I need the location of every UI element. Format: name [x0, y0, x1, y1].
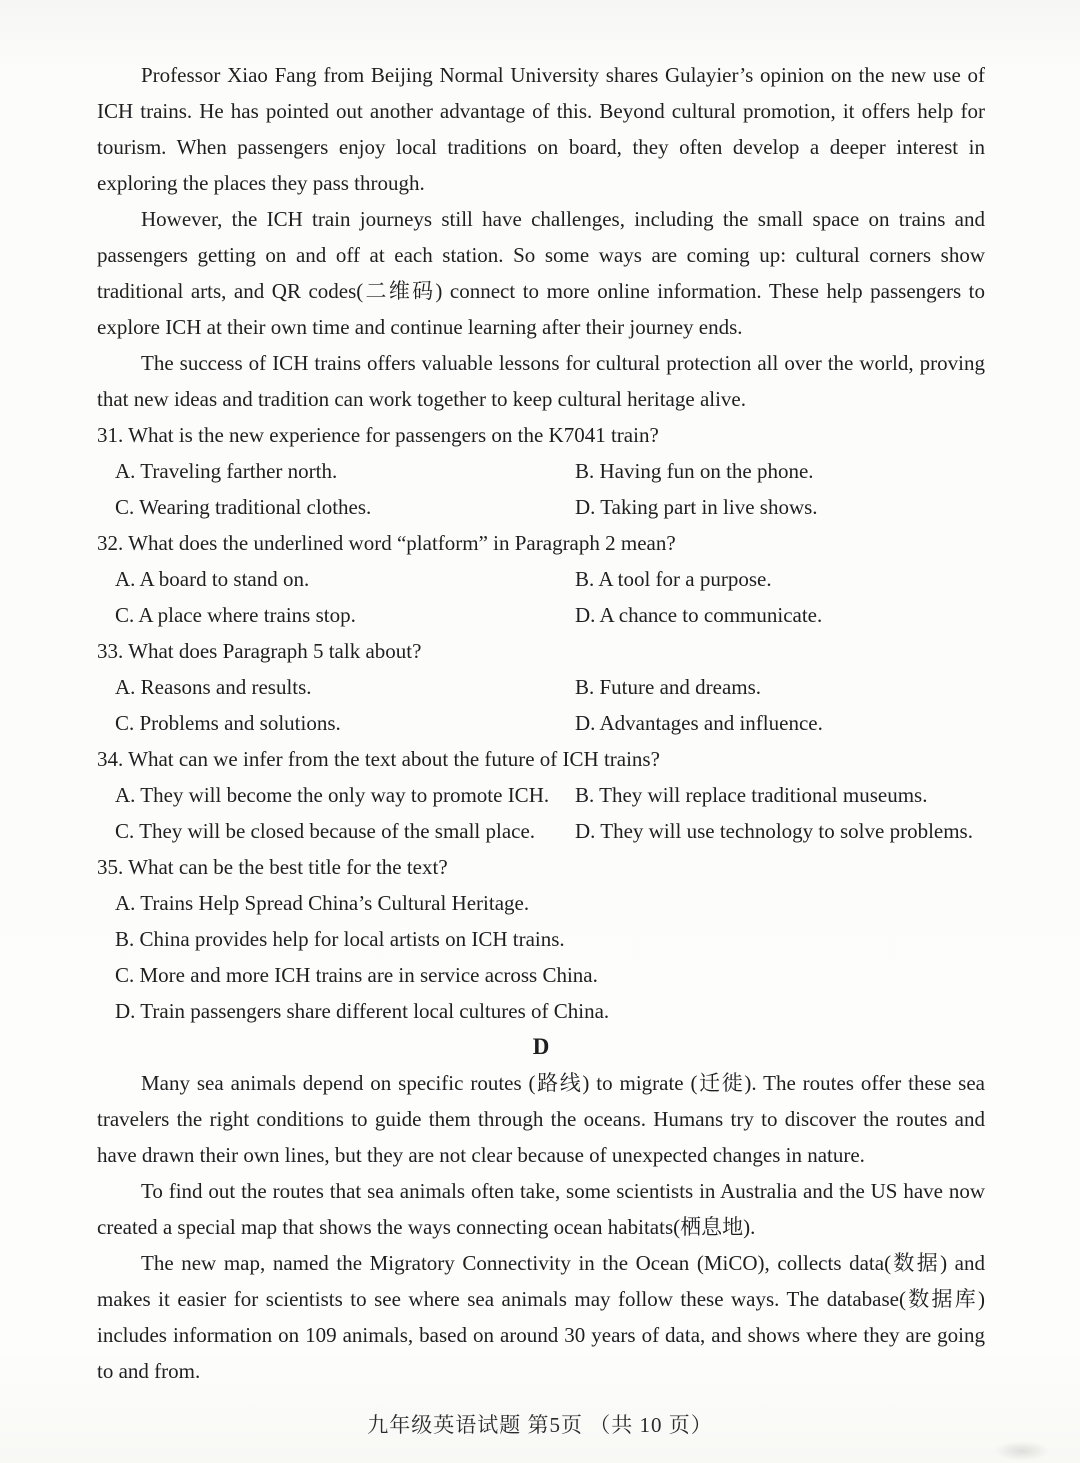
passage-d-paragraph-2: To find out the routes that sea animals often take, some scientists in Australia and the US have now created a special map that shows the ways connecting ocean habitats(栖息地).: [97, 1179, 985, 1239]
question-33-text: What does Paragraph 5 talk about?: [128, 639, 422, 663]
option-34-c: C. They will be closed because of the small place.: [115, 819, 536, 843]
option-34-d: D. They will use technology to solve problems.: [575, 819, 973, 843]
option-35-a: A. Trains Help Spread China’s Cultural Heritage.: [115, 891, 530, 915]
passage-d: [97, 1029, 985, 1389]
passage-c-paragraph-2: However, the ICH train journeys still have challenges, including the small space on trains and passengers getting on and off at each station. So some ways are coming up: cultural corners show traditional arts, and QR codes(二维码) connect to more online information. These help passengers to explore ICH at their own time and continue learning after their journey ends.: [97, 207, 985, 339]
option-31-d: D. Taking part in live shows.: [575, 495, 818, 519]
question-33-options-row-2: [97, 705, 985, 741]
question-35-text: What can be the best title for the text?: [128, 855, 448, 879]
question-35-number: 35.: [97, 855, 124, 879]
passage-d-paragraph-3: The new map, named the Migratory Connectivity in the Ocean (MiCO), collects data(数据) and makes it easier for scientists to see where sea animals may follow these ways. The database(数据库) includes information on 109 animals, based on around 30 years of data, and shows where they are going to and from.: [97, 1251, 985, 1383]
question-34-number: 34.: [97, 747, 124, 771]
question-35: [97, 849, 985, 1029]
option-32-d: D. A chance to communicate.: [575, 603, 823, 627]
section-d-heading: D: [532, 1034, 550, 1059]
question-35-options-row-3: [97, 957, 985, 993]
question-33-line: [97, 633, 985, 669]
question-32: [97, 525, 985, 633]
passage-c-paragraph-3: The success of ICH trains offers valuable lessons for cultural protection all over the world, proving that new ideas and tradition can work together to keep cultural heritage alive.: [97, 351, 985, 411]
passage-c-paragraph-1: Professor Xiao Fang from Beijing Normal University shares Gulayier’s opinion on the new use of ICH trains. He has pointed out another advantage of this. Beyond cultural promotion, it offers help for tourism. When passengers enjoy local traditions on board, they often develop a deeper interest in exploring the places they pass through.: [97, 63, 985, 195]
question-34-options-row-2: [97, 813, 985, 849]
option-32-b: B. A tool for a purpose.: [575, 567, 772, 591]
question-35-line: [97, 849, 985, 885]
question-31-options-row-2: [97, 489, 985, 525]
question-34-text: What can we infer from the text about the future of ICH trains?: [128, 747, 660, 771]
option-31-b: B. Having fun on the phone.: [575, 459, 814, 483]
question-32-options-row-1: [97, 561, 985, 597]
question-32-number: 32.: [97, 531, 124, 555]
question-31-number: 31.: [97, 423, 124, 447]
question-31-text: What is the new experience for passengers on the K7041 train?: [128, 423, 659, 447]
option-34-b: B. They will replace traditional museums.: [575, 783, 928, 807]
option-34-a: A. They will become the only way to promote ICH.: [115, 783, 550, 807]
question-32-options-row-2: [97, 597, 985, 633]
scan-smudge-artifact: [994, 1441, 1050, 1461]
question-34: [97, 741, 985, 849]
option-33-c: C. Problems and solutions.: [115, 711, 341, 735]
option-32-a: A. A board to stand on.: [115, 567, 310, 591]
option-35-b: B. China provides help for local artists on ICH trains.: [115, 927, 565, 951]
option-31-a: A. Traveling farther north.: [115, 459, 338, 483]
passage-d-paragraph-1: Many sea animals depend on specific routes (路线) to migrate (迁徙). The routes offer these sea travelers the right conditions to guide them through the oceans. Humans try to discover the routes and have drawn their own lines, but they are not clear because of unexpected changes in nature.: [97, 1071, 985, 1167]
question-35-options-row-1: [97, 885, 985, 921]
question-34-line: [97, 741, 985, 777]
question-33: [97, 633, 985, 741]
question-31-options-row-1: [97, 453, 985, 489]
option-35-d: D. Train passengers share different local cultures of China.: [115, 999, 610, 1023]
question-35-options-row-4: [97, 993, 985, 1029]
question-33-options-row-1: [97, 669, 985, 705]
question-32-line: [97, 525, 985, 561]
option-33-d: D. Advantages and influence.: [575, 711, 823, 735]
option-33-a: A. Reasons and results.: [115, 675, 312, 699]
question-34-options-row-1: [97, 777, 985, 813]
question-32-text: What does the underlined word “platform” in Paragraph 2 mean?: [128, 531, 676, 555]
option-35-c: C. More and more ICH trains are in service across China.: [115, 963, 598, 987]
question-31: [97, 417, 985, 525]
question-33-number: 33.: [97, 639, 124, 663]
passage-c: [97, 57, 985, 417]
question-31-line: [97, 417, 985, 453]
option-31-c: C. Wearing traditional clothes.: [115, 495, 372, 519]
question-35-options-row-2: [97, 921, 985, 957]
page-footer: 九年级英语试题 第5页 （共 10 页）: [367, 1413, 713, 1437]
option-33-b: B. Future and dreams.: [575, 675, 762, 699]
option-32-c: C. A place where trains stop.: [115, 603, 356, 627]
